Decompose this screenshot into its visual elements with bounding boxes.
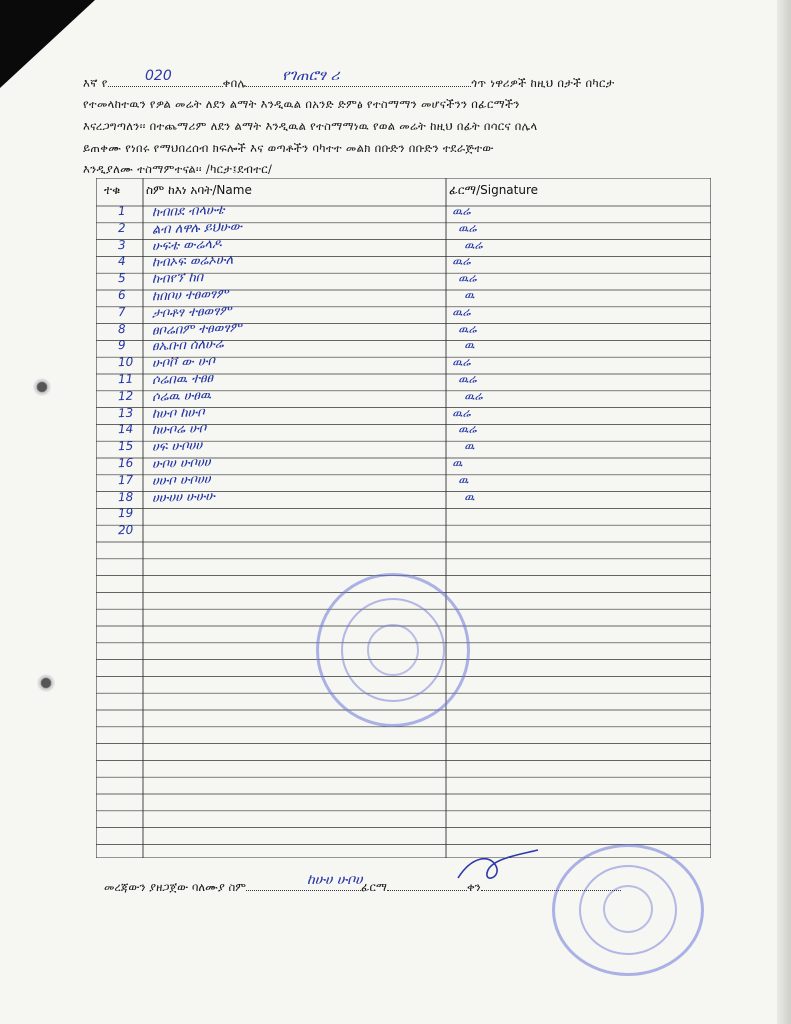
row-signature: ዉሬ	[457, 422, 477, 437]
row-name: ከብበደ ብላሁቴ	[151, 202, 225, 221]
intro-line-3: እናረጋግጣለን፡፡ በተጨማሪም ለደን ልማት እንዲዉል የተስማማነዉ የወል መሬት ከዚህ በፊት በሳርና በሌላ	[83, 119, 538, 133]
row-name: ሶሬበዉ ተፀፀ	[151, 370, 214, 389]
row-signature: ዉሬ	[451, 354, 471, 370]
row-name: ሶሬዉ ሁፀዉ	[151, 387, 212, 405]
row-name: ከብኦፍ ወሬኦሁለ	[151, 252, 234, 271]
row-name: ፀቦሬበም ተፀወፃም	[151, 320, 243, 339]
header-number: ተቁ	[104, 183, 121, 197]
kebele-label: ቀበሌ	[222, 76, 247, 90]
row-number: 20	[117, 522, 134, 538]
row-name: ከሁቦ ከሁቦ	[151, 404, 205, 422]
row-signature: ዉ	[451, 455, 463, 471]
row-number: 9	[117, 338, 126, 353]
row-signature: ዉሬ	[457, 371, 477, 387]
row-signature: ዉሬ	[451, 405, 471, 420]
row-number: 10	[117, 354, 134, 370]
row-signature: ዉ	[463, 287, 475, 303]
row-name: ሁቦሀ ሁቦሀሀ	[151, 454, 211, 473]
row-number: 11	[117, 371, 134, 387]
row-name: ልብ ለዋሉ ይህሁው	[151, 219, 243, 238]
row-name: ሁፍቴ ውሬላዶ	[151, 236, 222, 254]
page-edge	[777, 0, 791, 1024]
row-number: 2	[117, 220, 126, 235]
row-number: 6	[117, 287, 126, 303]
row-number: 12	[117, 388, 134, 404]
row-name: ሁቦቮ ው ሁቦ	[151, 354, 216, 372]
row-number: 13	[117, 405, 134, 420]
kebele-blank	[246, 74, 471, 87]
row-signature: ዉ	[463, 489, 475, 504]
row-signature: ዉሬ	[463, 388, 483, 404]
intro-prefix: እኛ የ	[83, 76, 108, 90]
prepared-by-name-handwritten: ከሁሀ ሁቦሀ	[307, 872, 363, 888]
row-signature: ዉሬ	[451, 254, 471, 269]
row-signature: ዉሬ	[451, 304, 471, 320]
row-number: 7	[117, 304, 126, 319]
row-signature: ዉ	[457, 472, 469, 487]
prepared-by-label: መረጃውን ያዘጋጀው ባለሙያ ስም	[104, 880, 246, 894]
signature-label: ፊርማ	[360, 880, 387, 894]
row-name: ከሁቦሬ ሁቦ	[151, 421, 207, 439]
row-number: 19	[117, 506, 134, 521]
intro-line-5: እንዲያለሙ ተስማምተናል፡፡ /ካርታ፤ደብተር/	[83, 162, 273, 176]
row-name: ሀሁቦ ሁቦሀሀ	[151, 471, 211, 489]
header-signature: ፊርማ/Signature	[449, 183, 539, 197]
intro-line-4: ይጠቀሙ የነበሩ የማህበረሰብ ክፍሎች እና ወጣቶችን ባካተተ መልክ በቡድን በቡድን ተደራጅተው	[83, 141, 494, 155]
row-number: 16	[117, 455, 134, 471]
official-stamp-center	[316, 573, 470, 727]
punch-hole-bottom	[37, 674, 55, 692]
row-number: 4	[117, 254, 126, 269]
preparer-signature	[452, 848, 542, 890]
row-signature: ዉሬ	[457, 270, 477, 286]
date-label: ቀን	[466, 880, 481, 894]
row-number: 3	[117, 237, 126, 252]
punch-hole-top	[33, 378, 51, 396]
row-number: 17	[117, 472, 134, 488]
village-handwritten: 020	[145, 68, 172, 84]
intro-line-1	[83, 72, 723, 94]
row-name: ፀኤቡበ ሰለሁሬ	[151, 337, 224, 355]
row-signature: ዉሬ	[457, 321, 477, 336]
row-signature: ዉ	[463, 439, 475, 454]
row-signature: ዉሬ	[463, 237, 483, 252]
row-name: ከበቦሀ ተፀወፃም	[151, 286, 229, 305]
row-number: 1	[117, 203, 126, 219]
header-name: ስም ከእነ አባት/Name	[146, 183, 252, 197]
row-name: ከብየኘ ከበ	[151, 270, 204, 288]
row-signature: ዉሬ	[457, 220, 477, 236]
row-number: 18	[117, 489, 134, 504]
row-name: ታቦቶፃ ተፀወፃም	[151, 303, 232, 322]
intro-suffix: ጎጥ ነዋሪዎች ከዚህ በታች በካርታ	[471, 76, 615, 90]
row-signature: ዉሬ	[451, 203, 471, 219]
official-stamp-footer	[552, 844, 704, 976]
row-number: 8	[117, 321, 126, 336]
row-number: 14	[117, 422, 134, 437]
row-signature: ዉ	[463, 338, 475, 353]
row-number: 15	[117, 438, 134, 454]
kebele-handwritten: የገጠሮፃ ሪ	[282, 66, 340, 84]
row-name: ሀሁሀሀ ሁሁሁ	[151, 488, 216, 506]
row-name: ሀፍ ሁቦሀሀ	[151, 438, 203, 456]
intro-line-2: የተመላከተዉን የዎል መሬት ለደን ልማት እንዲዉል በአንድ ድምፅ የተስማማን መሆናችንን በፊርማችን	[83, 97, 520, 111]
row-number: 5	[117, 271, 126, 286]
